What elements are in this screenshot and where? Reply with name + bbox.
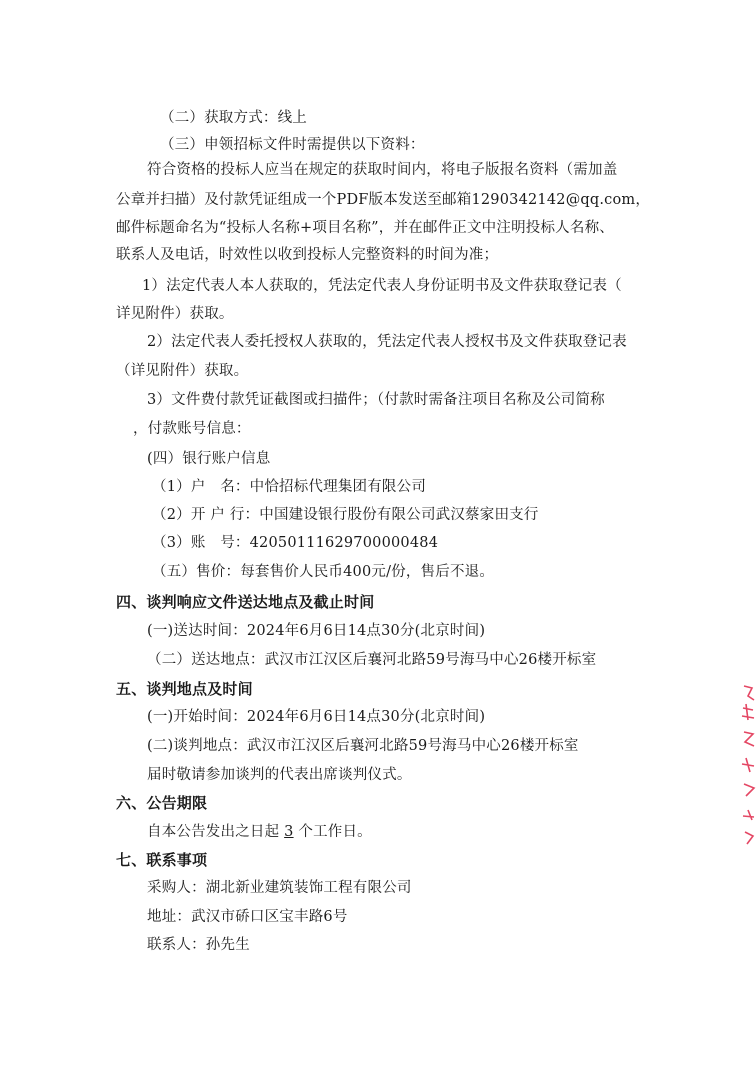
text-line: （详见附件）获取。	[116, 363, 249, 379]
text-line: 1）法定代表人本人获取的，凭法定代表人身份证明书及文件获取登记表（	[142, 278, 622, 294]
text-line	[147, 822, 372, 842]
section-heading: 四、谈判响应文件送达地点及截止时间	[116, 593, 375, 611]
notice-period-days: 3	[284, 824, 294, 840]
section-heading: 七、联系事项	[116, 851, 208, 869]
section-heading: 六、公告期限	[116, 794, 208, 812]
red-seal-stamp-edge	[738, 680, 756, 850]
text-line: 2）法定代表人委托授权人获取的，凭法定代表人授权书及文件获取登记表	[147, 334, 627, 350]
text-line: 届时敬请参加谈判的代表出席谈判仪式。	[147, 767, 412, 783]
text-line: （1）户 名：中恰招标代理集团有限公司	[152, 479, 427, 495]
text-line: ，付款账号信息：	[133, 421, 251, 437]
text-line: (四）银行账户信息	[147, 451, 271, 467]
text-line: 3）文件费付款凭证截图或扫描件；（付款时需备注项目名称及公司简称	[147, 392, 605, 408]
text-line: (二)谈判地点：武汉市江汉区后襄河北路59号海马中心26楼开标室	[147, 738, 579, 754]
text-line: （五）售价：每套售价人民币400元/份，售后不退。	[152, 564, 495, 580]
text-line: （2）开 户 行：中国建设银行股份有限公司武汉蔡家田支行	[152, 507, 539, 523]
notice-period-prefix: 自本公告发出之日起	[147, 824, 280, 840]
text-line: （三）申领招标文件时需提供以下资料：	[160, 137, 425, 153]
text-line: (一)开始时间：2024年6月6日14点30分(北京时间)	[147, 709, 486, 725]
section-heading: 五、谈判地点及时间	[116, 680, 253, 698]
text-line: 邮件标题命名为“投标人名称+项目名称”，并在邮件正文中注明投标人名称、	[116, 220, 614, 236]
text-line: 详见附件）获取。	[116, 306, 234, 322]
text-line: （3）账 号：42050111629700000484	[152, 535, 439, 551]
text-line: 联系人及电话，时效性以收到投标人完整资料的时间为准；	[116, 247, 499, 263]
text-line: 地址：武汉市硚口区宝丰路6号	[147, 909, 348, 925]
text-line: 公章并扫描）及付款凭证组成一个PDF版本发送至邮箱1290342142@qq.com，	[116, 192, 651, 208]
text-line: 采购人：湖北新业建筑装饰工程有限公司	[147, 880, 412, 896]
text-line: 符合资格的投标人应当在规定的获取时间内，将电子版报名资料（需加盖	[147, 162, 618, 178]
text-line: (一)送达时间：2024年6月6日14点30分(北京时间)	[147, 623, 486, 639]
text-line: 联系人：孙先生	[147, 937, 250, 953]
text-line: （二）获取方式：线上	[160, 110, 307, 126]
text-line: （二）送达地点：武汉市江汉区后襄河北路59号海马中心26楼开标室	[147, 652, 597, 668]
notice-period-suffix: 个工作日。	[298, 824, 372, 840]
